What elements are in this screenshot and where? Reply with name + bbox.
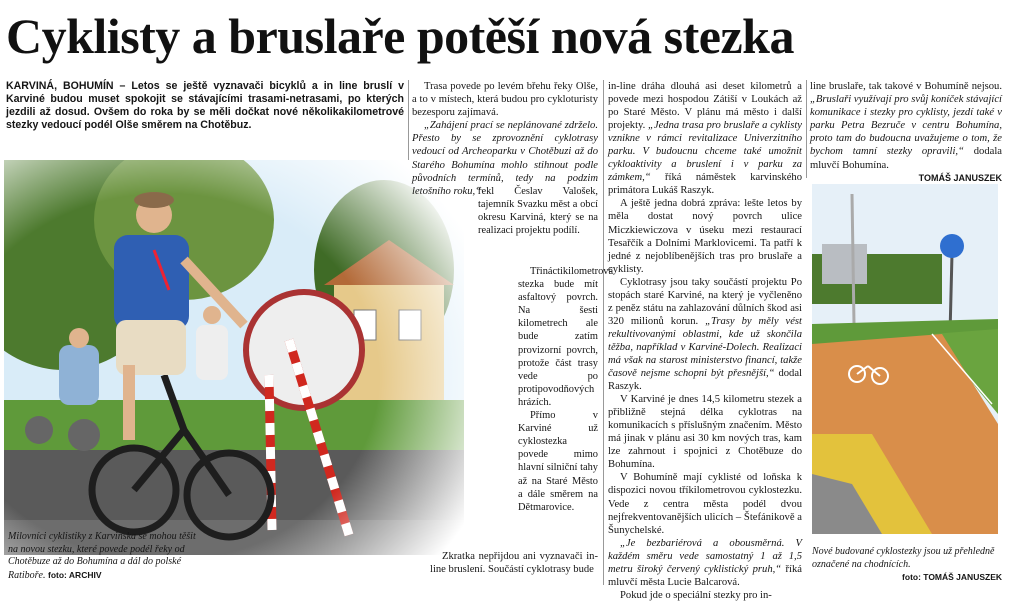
paragraph: Třináctikilometrová stezka bude mít asfaltový povrch. Na šesti kilometrech ale bude zatím provizorní povrch, protože část trasy vede po protipovodňových hrázích. — [518, 266, 614, 408]
photo-bike-lane-credit: foto: TOMÁŠ JANUSZEK — [902, 572, 1002, 582]
lead-text: – Letos se ještě vyznavači bicyklů a in line bruslí v Karviné budou muset spokojit se stávajícími trasami-netrasami, po kterých jezdili až dosud. Ovšem do roka by se měli dočkat nové několikakilometrové stezky vedoucí podél Olše směrem na Chotěbuz. — [6, 80, 404, 132]
paragraph: Zkratka nepřijdou ani vyznavači in-line bruslení. Součástí cyklotrasy bude — [430, 551, 598, 576]
photo-cyclists-credit: foto: ARCHIV — [48, 569, 102, 580]
quote-bohumin: „Bruslaři využívají pro svůj koníček stávající komunikace i stezky pro cyklisty, jezdí také v parku Petra Bezruče v centru Bohumína, proto tam do budoucna uvažujeme o tom, že bychom tamní stezky opravili,“ — [810, 94, 1002, 158]
article-column-3-bottom — [430, 550, 598, 576]
paragraph: Přímo v Karviné už cyklostezka povede mimo hlavní silniční tahy až na Staré Město a dále směrem na Dětmarovice. — [518, 410, 598, 513]
quote-valosek: „Zahájení prací se neplánované zdrželo. Přesto by se zprovoznění cyklotrasy vedoucí od Archeoparku v Chotěbuzi až do Starého Bohumína mohlo stihnout podle původních termínů, tedy na podzim letošního roku,“ — [412, 120, 598, 197]
article-column-5 — [810, 80, 1002, 185]
quote-raszyk-2: „Trasy by měly vést rekultivovanými oblastmi, kde už skončila těžba, například v Karviné-Dolech. Realizaci má však na starost ministerstvo financí, takže časově nejsme schopni být přesnější,“ — [608, 315, 802, 380]
paragraph: line bruslaře, tak takové v Bohumíně nejsou. „Bruslaři využívají pro svůj koníček stávající komunikace i stezky pro cyklisty, jezdí také v parku Petra Bezruče v centru Bohumína, proto tam do budoucna uvažujeme o tom, že bychom tamní stezky opravili,“ dodala mluvčí Bohumína. — [810, 81, 1002, 171]
paragraph: V Bohumíně mají cyklisté od loňska k dispozici novou tříkilometrovou cyklostezku. Vede z centra města podél dvou nejfrekventovanějších ulicích – Štefánikově a Šunychelské. — [608, 472, 802, 536]
paragraph: Cyklotrasy jsou taky součástí projektu Po stopách staré Karviné, na který je vyčleněno z peněz státu na zahlazování důlních škod asi 320 milionů korun. „Trasy by měly vést rekultivovanými oblastmi, kde už skončila těžba, například v Karviné-Dolech. Realizaci má však na starost ministerstvo financí, takže časově nejsme schopni být přesnější,“ dodal Raszyk. — [608, 276, 803, 393]
photo-bike-lane-caption: Nové budované cyklostezky jsou už přehledně označené na chodnících. foto: TOMÁŠ JANUSZEK — [812, 546, 1002, 582]
quote-raszyk: „Jedna trasa pro bruslaře a cyklisty vznikne v rámci revitalizace Univerzitního parku. V budoucnu chceme také umožnit cykloaktivity a bruslení i v parku za zámkem,“ — [608, 120, 802, 184]
column-divider — [806, 80, 807, 178]
author-byline: TOMÁŠ JANUSZEK — [918, 172, 1002, 183]
headline: Cyklisty a bruslaře potěší nová stezka — [6, 8, 794, 64]
paragraph: Trasa povede po levém břehu řeky Olše, a to v místech, která budou pro cykloturisty bezesporu zajímavá. — [412, 81, 598, 119]
article-column-3 — [412, 80, 598, 198]
photo-bike-lane — [812, 184, 998, 534]
paragraph: A ještě jedna dobrá zpráva: lešte letos by měla dostat nový povrch ulice Miczkiewiczova v úseku mezi restaurací Tesařčík a Dolními Marklovicemi. Ta patří k jedné z nejoblíbenějších tras pro bruslaře a cyklisty. — [608, 198, 802, 275]
photo-cyclists — [4, 160, 464, 555]
lead-dateline: KARVINÁ, BOHUMÍN — [6, 80, 114, 92]
lead-paragraph — [6, 80, 404, 132]
photo-cyclists-image — [4, 160, 464, 555]
photo-bike-lane-image — [812, 184, 998, 534]
paragraph: in-line dráha dlouhá asi deset kilometrů a povede mezi hospodou Zátiší v Loukách až po Staré Město. V plánu má město i další projekty. „Jedna trasa pro bruslaře a cyklisty vznikne v rámci revitalizace Univerzitního parku. V budoucnu chceme také umožnit cykloaktivity a bruslení i v parku za zámkem,“ říká náměstek karvinského primátora Lukáš Raszyk. — [608, 81, 802, 197]
column-divider — [408, 80, 409, 170]
paragraph: V Karviné je dnes 14,5 kilometru stezek a přibližně stejná délka cyklotras na komunikacích s příslušným značením. Město má jinak v plánu asi 30 km nových tras, kam lze zahrnout i spojnici z Chotěbuze do Bohumína. — [608, 394, 802, 471]
photo-cyclists-caption: Milovníci cyklistiky z Karvinska se mohou těšit na novou stezku, které povede podél řeky od Chotěbuze až do Bohumína a dál do polské Ratiboře. foto: ARCHIV — [8, 531, 196, 581]
article-column-4 — [608, 80, 802, 602]
paragraph: řekl Česlav Valošek, tajemník Svazku měst a obcí okresu Karviná, který se na realizaci projektu podílí. — [478, 186, 598, 237]
article-column-3-wrap — [478, 185, 598, 237]
quote-balcarova: „Je bezbariérová a obousměrná. V každém směru vede samostatný 1 až 1,5 metru široký červený cyklistický pruh,“ říká mluvčí města Lucie Balcarová. — [608, 537, 802, 588]
paragraph: Pokud jde o speciální stezky pro in- — [620, 589, 772, 601]
article-column-3-narrow — [518, 265, 614, 514]
column-divider — [603, 80, 604, 585]
